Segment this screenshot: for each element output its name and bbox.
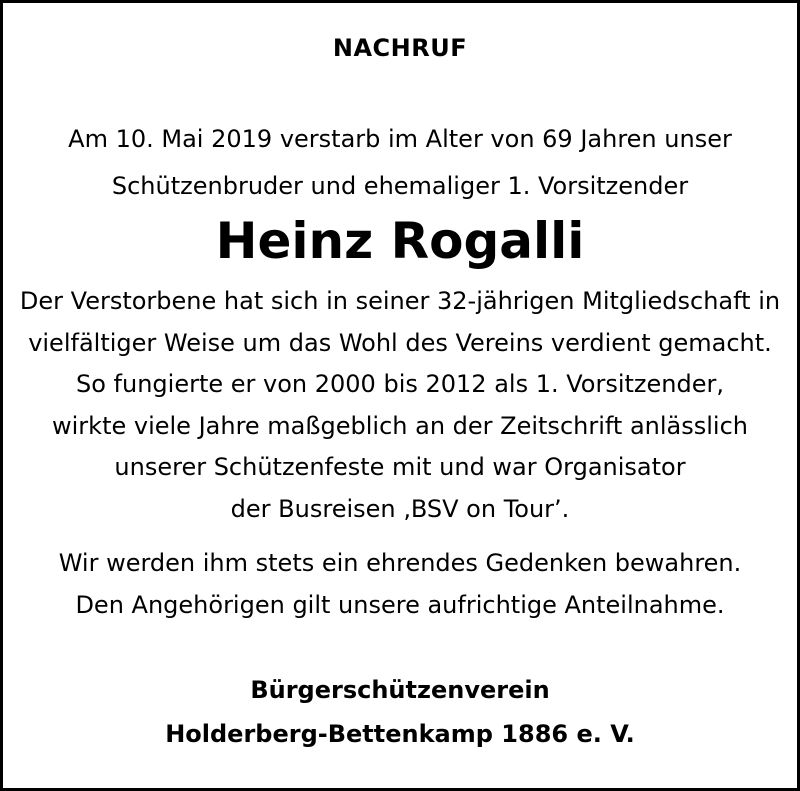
body-line: unserer Schützenfeste mit und war Organisator	[114, 453, 686, 481]
deceased-name: Heinz Rogalli	[215, 212, 585, 270]
body-line: der Busreisen ‚BSV on Tour’.	[230, 494, 570, 523]
intro-line: Am 10. Mai 2019 verstarb im Alter von 69 Jahren unser	[68, 125, 732, 153]
body-line: wirkte viele Jahre maßgeblich an der Zeitschrift anlässlich	[52, 411, 748, 440]
closing-line: Wir werden ihm stets ein ehrendes Gedenken bewahren.	[58, 549, 742, 577]
body-line: So fungierte er von 2000 bis 2012 als 1. Vorsitzender,	[76, 370, 724, 398]
body-line: Der Verstorbene hat sich in seiner 32-jährigen Mitgliedschaft in	[19, 287, 781, 315]
club-signature	[0, 668, 800, 756]
notice-heading: NACHRUF	[332, 34, 468, 62]
closing-line: Den Angehörigen gilt unsere aufrichtige Anteilnahme.	[75, 591, 725, 619]
body-text	[0, 281, 800, 530]
intro-text	[0, 116, 800, 210]
intro-line: Schützenbruder und ehemaliger 1. Vorsitzender	[111, 172, 689, 200]
body-line: vielfältiger Weise um das Wohl des Vereins verdient gemacht.	[28, 328, 772, 357]
signature-line: Bürgerschützenverein	[250, 676, 550, 704]
signature-line: Holderberg-Bettenkamp 1886 e. V.	[165, 720, 635, 748]
closing-text	[0, 542, 800, 626]
